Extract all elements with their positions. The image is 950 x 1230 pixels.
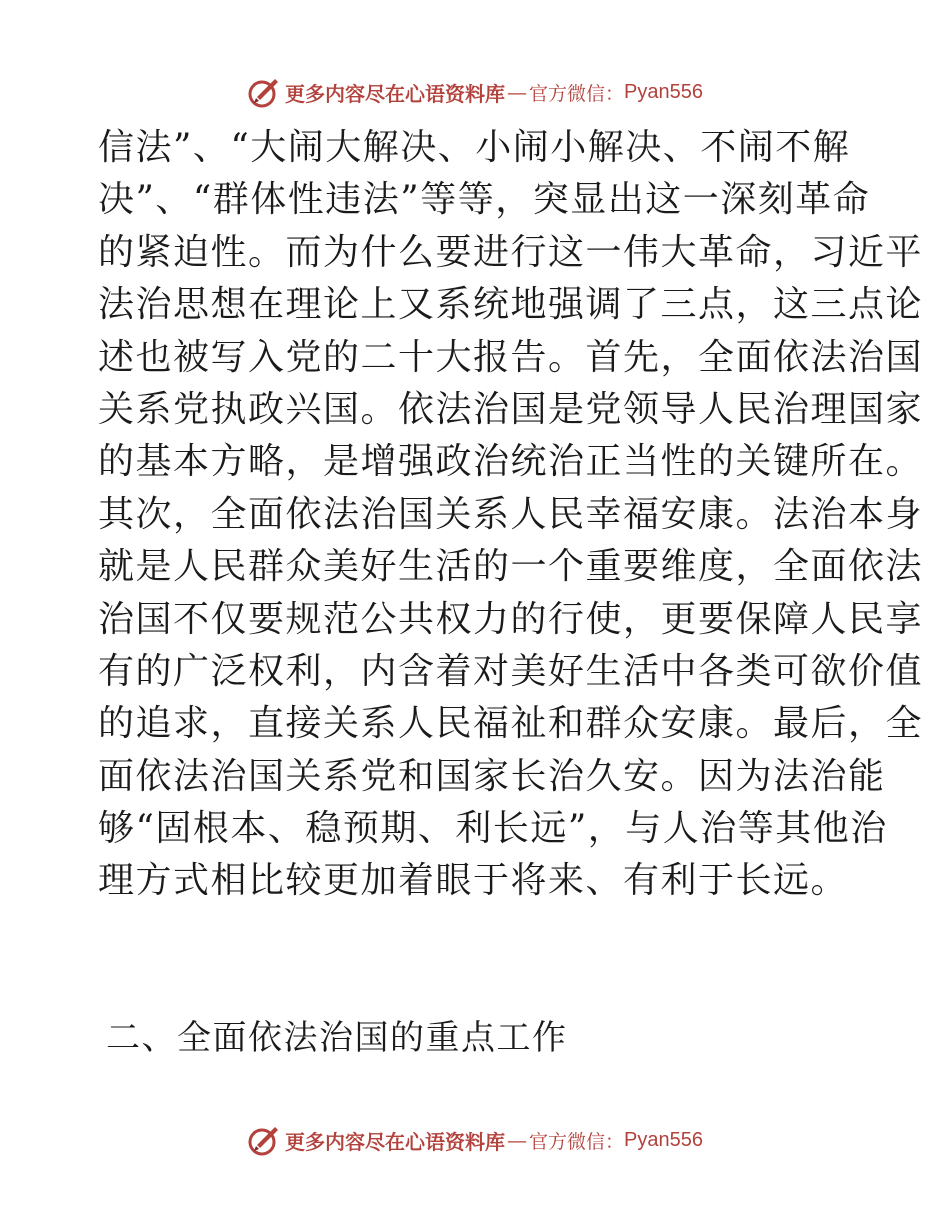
- watermark-wechat-label: 官方微信：: [529, 82, 625, 105]
- paragraph-line: 够“固根本、稳预期、利长远”，与人治等其他治: [98, 808, 888, 850]
- body-paragraph: [98, 122, 924, 908]
- header-watermark: [0, 72, 950, 112]
- paragraph-line: 理方式相比较更加着眼于将来、有利于长远。: [98, 860, 849, 902]
- watermark-main-text: 更多内容尽在心语资料库: [285, 1129, 505, 1154]
- paragraph-line: 的紧迫性。而为什么要进行这一伟大革命，习近平: [98, 231, 924, 273]
- quill-logo-icon: [247, 75, 281, 109]
- paragraph-line: 的基本方略，是增强政治统治正当性的关键所在。: [98, 441, 924, 483]
- watermark-wechat-id: Pyan556: [624, 1128, 703, 1151]
- paragraph-line: 治国不仅要规范公共权力的行使，更要保障人民享: [98, 598, 924, 640]
- watermark-dash: —: [507, 80, 527, 104]
- paragraph-line: 面依法治国关系党和国家长治久安。因为法治能: [98, 755, 886, 797]
- quill-logo-icon: [247, 1123, 281, 1157]
- paragraph-line: 的追求，直接关系人民福祉和群众安康。最后，全: [98, 703, 924, 745]
- paragraph-line: 决”、“群体性违法”等等，突显出这一深刻革命: [98, 179, 871, 221]
- paragraph-line: 就是人民群众美好生活的一个重要维度，全面依法: [98, 546, 924, 588]
- paragraph-line: 有的广泛权利，内含着对美好生活中各类可欲价值: [98, 650, 924, 692]
- watermark-main-text: 更多内容尽在心语资料库: [285, 81, 505, 106]
- watermark-dash: —: [507, 1128, 527, 1152]
- paragraph-line: 关系党执政兴国。依法治国是党领导人民治理国家: [98, 388, 924, 430]
- footer-watermark: [0, 1120, 950, 1160]
- paragraph-line: 信法”、“大闹大解决、小闹小解决、不闹不解: [98, 127, 851, 168]
- watermark-wechat-label: 官方微信：: [529, 1130, 625, 1153]
- watermark-wechat-id: Pyan556: [624, 80, 703, 103]
- section-heading: 二、全面依法治国的重点工作: [106, 1018, 568, 1058]
- paragraph-line: 其次，全面依法治国关系人民幸福安康。法治本身: [98, 493, 924, 535]
- paragraph-line: 法治思想在理论上又系统地强调了三点，这三点论: [98, 284, 924, 326]
- paragraph-line: 述也被写入党的二十大报告。首先，全面依法治国: [98, 336, 924, 378]
